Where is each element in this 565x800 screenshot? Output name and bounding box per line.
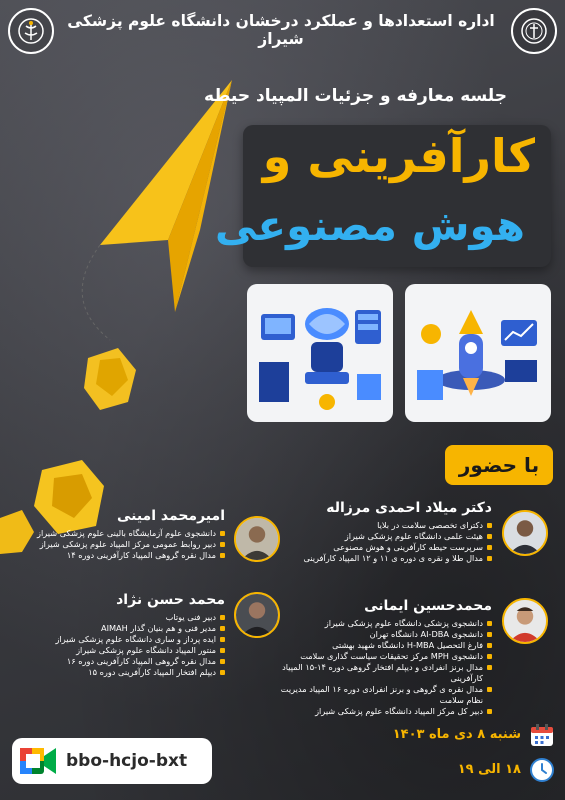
list-item: مدال نقره گروهی المپیاد کارآفرینی دوره ۱۶ (17, 656, 225, 667)
list-item: دانشجوی AI-DBA دانشگاه تهران (266, 629, 492, 640)
person-icon (504, 600, 546, 642)
list-item: دانشجوی پزشکی دانشگاه علوم پزشکی شیراز (266, 618, 492, 629)
university-seal-icon (519, 16, 549, 46)
list-item: هیئت علمی دانشگاه علوم پزشکی شیراز (252, 531, 492, 542)
list-item: منتور المپیاد دانشگاه علوم پزشکی شیراز (17, 645, 225, 656)
speaker-credentials (17, 612, 225, 678)
list-item: دبیر کل مرکز المپیاد دانشگاه علوم پزشکی شیراز (266, 706, 492, 717)
speaker-credentials (266, 618, 492, 717)
meet-link-button[interactable] (12, 738, 212, 784)
speaker-photo-avatar (234, 592, 280, 638)
list-item: دیپلم افتخار المپیاد کارآفرینی دوره ۱۵ (17, 667, 225, 678)
clock-icon (529, 757, 555, 783)
header-title: اداره استعدادها و عملکرد درخشان دانشگاه علوم پزشکی شیراز (67, 12, 495, 48)
list-item: دبیر فنی یوتاب (17, 612, 225, 623)
speaker-block (17, 592, 225, 678)
speaker-credentials (252, 520, 492, 564)
list-item: دکترای تخصصی سلامت در بلایا (252, 520, 492, 531)
list-item: مدیر فنی و هم بنیان گذار AIMAH (17, 623, 225, 634)
speaker-name: محمدحسین ایمانی (364, 598, 492, 614)
subtitle: جلسه معارفه و جزئیات المپیاد حیطه (204, 86, 507, 106)
speaker-photo-avatar (502, 510, 548, 556)
meet-code: bbo-hcjo-bxt (66, 751, 188, 771)
person-icon (236, 518, 278, 560)
paper-plane-illustration (0, 40, 260, 560)
list-item: دانشجوی علوم آزمایشگاه بالینی علوم پزشکی شیراز (25, 528, 225, 539)
speaker-photo-avatar (502, 598, 548, 644)
list-item: دبیر روابط عمومی مرکز المپیاد علوم پزشکی شیراز (25, 539, 225, 550)
right-logo (511, 8, 557, 54)
event-date: شنبه ۸ دی ماه ۱۴۰۳ (392, 727, 521, 742)
list-item: مدال طلا و نقره ی دوره ی ۱۱ و ۱۲ المپیاد کارآفرینی (252, 553, 492, 564)
presence-badge: با حضور (445, 445, 553, 485)
speaker-photo-avatar (234, 516, 280, 562)
speaker-name: محمد حسن نژاد (116, 592, 225, 608)
google-meet-icon (18, 744, 58, 778)
title-box (214, 125, 551, 267)
ai-brain-illustration (247, 284, 393, 422)
list-item: ایده پرداز و ساری دانشگاه علوم پزشکی شیراز (17, 634, 225, 645)
list-item: مدال برنز انفرادی و دیپلم افتخار گروهی دوره ۱۴-۱۵ المپیاد کارآفرینی (266, 662, 492, 684)
speaker-block (252, 500, 492, 564)
title-line-1: کارآفرینی و (262, 129, 535, 183)
title-line-2: هوش مصنوعی (214, 201, 525, 250)
ai-illustration-card (247, 284, 393, 422)
event-time: ۱۸ الی ۱۹ (457, 762, 521, 777)
person-icon (236, 594, 278, 636)
list-item: دانشجوی MPH مرکز تحقیقات سیاست گذاری سلامت (266, 651, 492, 662)
speaker-block (25, 508, 225, 561)
list-item: سرپرست حیطه کارآفرینی و هوش مصنوعی (252, 542, 492, 553)
speaker-block (266, 598, 492, 717)
person-icon (504, 512, 546, 554)
speaker-name: امیرمحمد امینی (116, 508, 225, 524)
list-item: فارغ التحصیل H-MBA دانشگاه شهید بهشتی (266, 640, 492, 651)
calendar-icon (529, 722, 555, 748)
startup-illustration-card (405, 284, 551, 422)
startup-rocket-illustration (405, 284, 551, 422)
speaker-credentials (25, 528, 225, 561)
list-item: مدال نقره گروهی المپیاد کارآفرینی دوره ۱۴ (25, 550, 225, 561)
list-item: مدال نقره ی گروهی و برنز انفرادی دوره ۱۶ المپیاد مدیریت نظام سلامت (266, 684, 492, 706)
speaker-name: دکتر میلاد احمدی مرزاله (326, 500, 492, 516)
